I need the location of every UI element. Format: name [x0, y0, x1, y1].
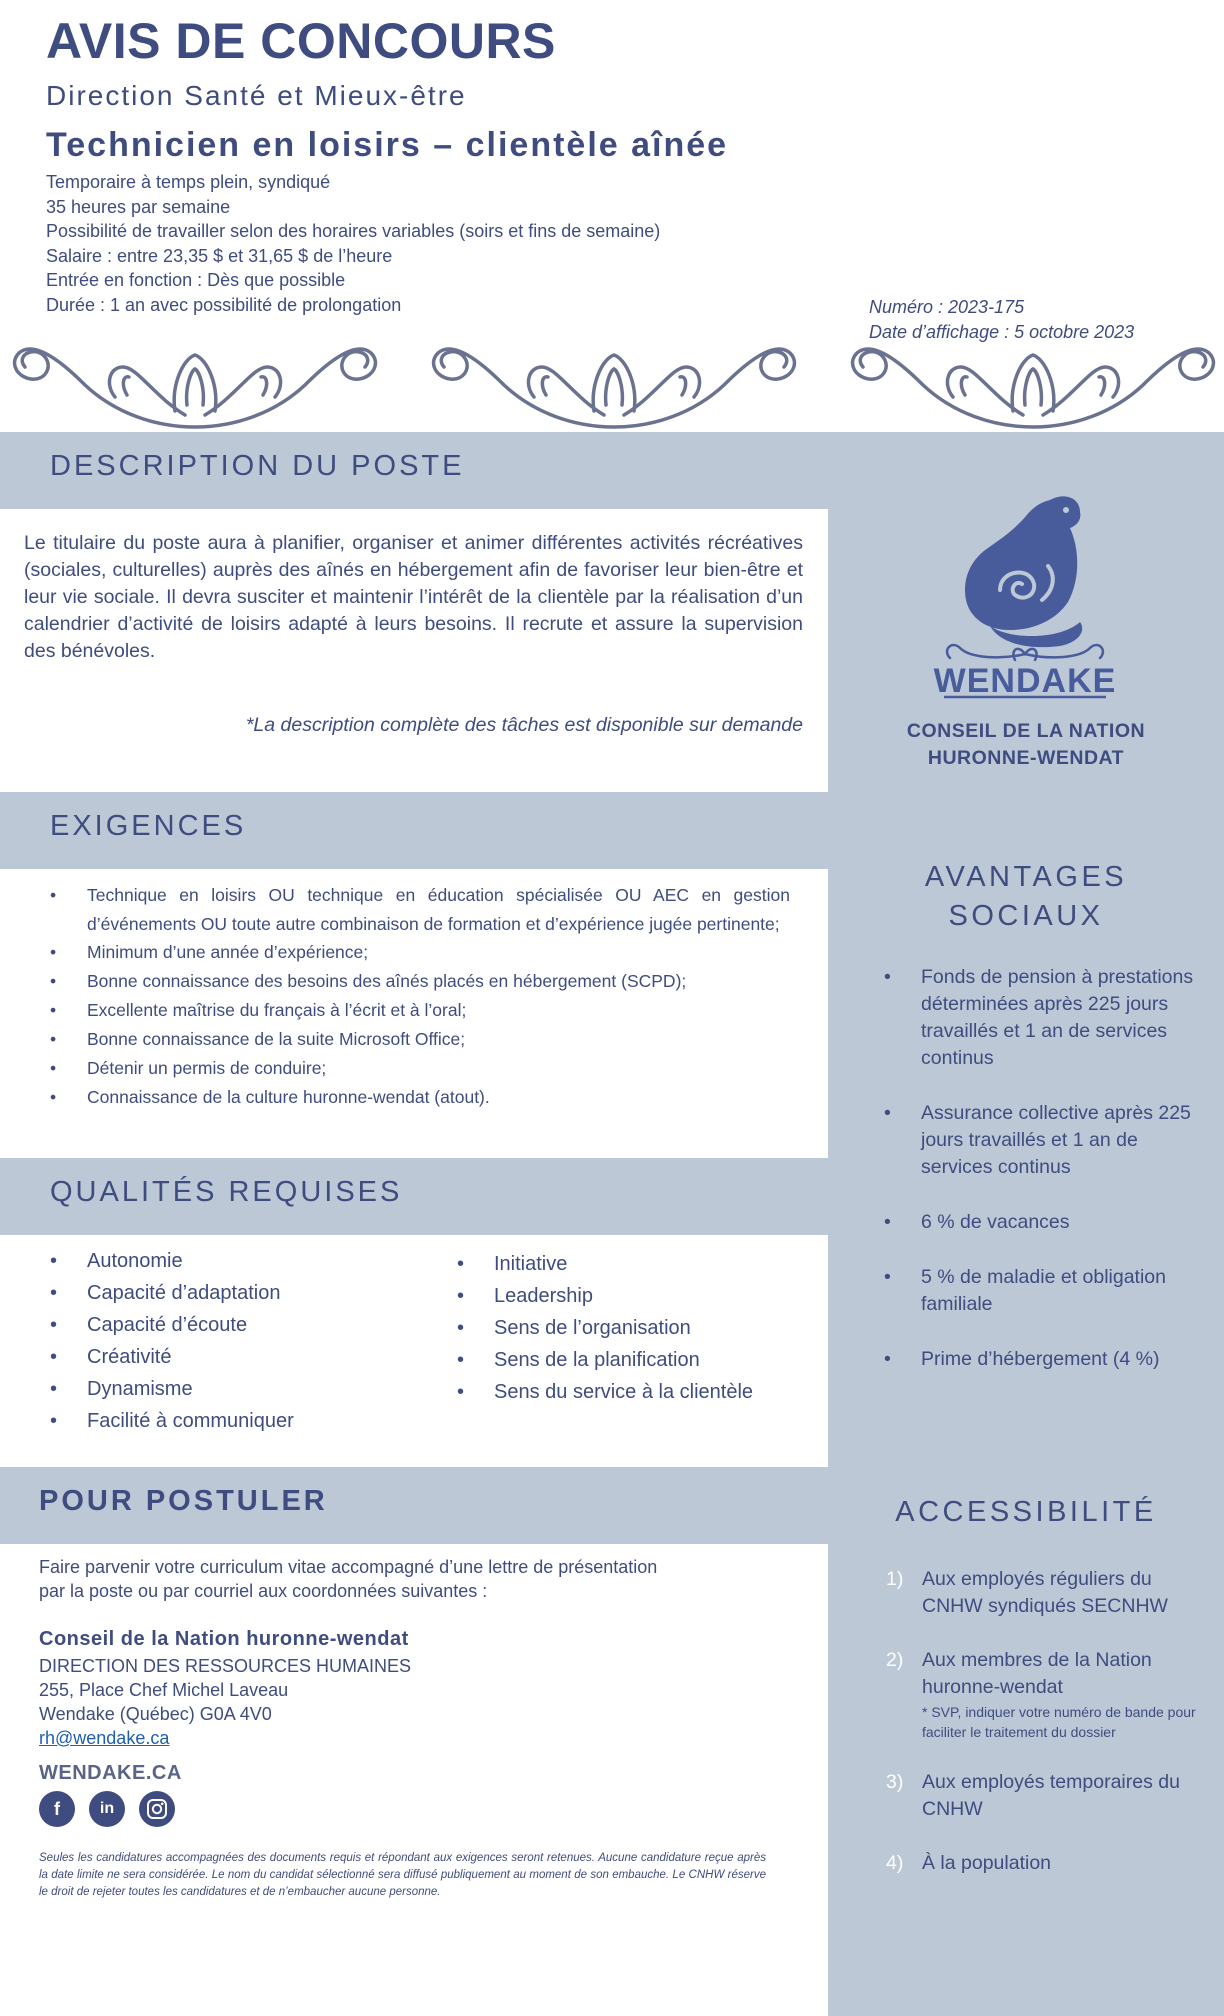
list-item: • Prime d’hébergement (4 %)	[884, 1346, 1194, 1373]
website-label: WENDAKE.CA	[39, 1762, 182, 1784]
list-item: • Créativité	[50, 1341, 410, 1373]
list-item: • Initiative	[457, 1248, 817, 1280]
list-item: • Excellente maîtrise du français à l’écrit et à l’oral;	[50, 996, 790, 1025]
section-header-exigences	[0, 792, 828, 869]
section-title: EXIGENCES	[50, 810, 247, 842]
item-number: 2)	[886, 1649, 904, 1671]
section-header-postuler	[0, 1467, 828, 1544]
list-item: • Bonne connaissance des besoins des aînés placés en hébergement (SCPD);	[50, 967, 790, 996]
benefits-list	[884, 964, 1194, 1401]
heading-line: SOCIAUX	[948, 900, 1104, 932]
qualites-list-left	[50, 1245, 410, 1437]
list-item	[886, 1850, 1196, 1877]
list-item	[886, 1566, 1196, 1620]
detail-line: 35 heures par semaine	[46, 196, 231, 217]
item-text: À la population	[922, 1852, 1052, 1874]
list-item: • Sens du service à la clientèle	[457, 1376, 817, 1408]
instagram-glyph	[146, 1798, 168, 1820]
organization-name: Conseil de la Nation huronne-wendat	[39, 1628, 409, 1650]
wendake-logo	[930, 480, 1120, 700]
item-text: Aux employés réguliers du CNHW syndiqués SECNHW	[922, 1568, 1168, 1617]
list-item: • Fonds de pension à prestations déterminées après 225 jours travaillés et 1 an de services continus	[884, 964, 1194, 1072]
detail-line: Salaire : entre 23,35 $ et 31,65 $ de l’heure	[46, 245, 393, 266]
linkedin-icon[interactable]: in	[89, 1791, 125, 1827]
list-item: • Minimum d’une année d’expérience;	[50, 938, 790, 967]
item-text: Aux employés temporaires du CNHW	[922, 1771, 1180, 1820]
section-title: POUR POSTULER	[39, 1485, 328, 1517]
item-note: * SVP, indiquer votre numéro de bande pour faciliter le traitement du dossier	[922, 1704, 1196, 1740]
fine-print: Seules les candidatures accompagnées des documents requis et répondant aux exigences seront retenues. Aucune candidature reçue après la date limite ne sera considérée. Le nom du candidat sélectionné sera diffusé publiquement au moment de son embauche. Le CNHW réserve le droit de rejeter toutes les candidatures et de n’embaucher aucune personne.	[39, 1852, 766, 1898]
item-number: 3)	[886, 1771, 904, 1793]
list-item	[886, 1647, 1196, 1742]
section-header-description	[0, 432, 828, 509]
list-item	[886, 1769, 1196, 1823]
list-item: • Technique en loisirs OU technique en éducation spécialisée OU AEC en gestion d’événements OU toute autre combinaison de formation et d’expérience jugée pertinente;	[50, 881, 790, 938]
council-line: CONSEIL DE LA NATION	[906, 720, 1146, 742]
list-item: • Sens de l’organisation	[457, 1312, 817, 1344]
item-number: 1)	[886, 1568, 904, 1590]
posting-number: Numéro : 2023-175	[869, 297, 1025, 317]
list-item: • Connaissance de la culture huronne-wendat (atout).	[50, 1083, 790, 1112]
list-item: • 6 % de vacances	[884, 1209, 1194, 1236]
ornament-divider	[0, 345, 1224, 435]
header	[0, 0, 1224, 345]
facebook-icon[interactable]: f	[39, 1791, 75, 1827]
list-item: • 5 % de maladie et obligation familiale	[884, 1264, 1194, 1318]
address-line: DIRECTION DES RESSOURCES HUMAINES	[39, 1656, 412, 1676]
page-title: AVIS DE CONCOURS	[46, 13, 556, 69]
department-subtitle: Direction Santé et Mieux-être	[46, 80, 467, 111]
mailing-address	[39, 1654, 411, 1726]
instagram-icon[interactable]	[139, 1791, 175, 1827]
exigences-list	[50, 881, 790, 1112]
social-links	[39, 1791, 175, 1827]
heading-line: AVANTAGES	[924, 861, 1128, 893]
council-name	[828, 718, 1224, 772]
job-details	[46, 170, 660, 317]
section-title: DESCRIPTION DU POSTE	[50, 450, 465, 482]
posting-date: Date d’affichage : 5 octobre 2023	[869, 322, 1135, 342]
detail-line: Entrée en fonction : Dès que possible	[46, 270, 346, 290]
address-line: 255, Place Chef Michel Laveau	[39, 1680, 289, 1700]
list-item: • Dynamisme	[50, 1373, 410, 1405]
address-line: Wendake (Québec) G0A 4V0	[39, 1704, 272, 1724]
detail-line: Durée : 1 an avec possibilité de prolongation	[46, 294, 402, 315]
posting-meta	[869, 295, 1134, 345]
description-text: Le titulaire du poste aura à planifier, organiser et animer différentes activités récréatives (sociales, culturelles) auprès des aînés en hébergement afin de favoriser leur bien-être et leur vie sociale. Il devra susciter et maintenir l’intérêt de la clientèle par la réalisation d’un calendrier d’activité de loisirs adapté à leurs besoins. Il recrute et assure la supervision des bénévoles.	[24, 532, 803, 662]
apply-instructions: Faire parvenir votre curriculum vitae accompagné d’une lettre de présentation par la poste ou par courriel aux coordonnées suivantes :	[39, 1557, 658, 1601]
item-text: Aux membres de la Nation huronne-wendat	[922, 1649, 1152, 1698]
item-number: 4)	[886, 1852, 904, 1874]
qualites-list-right	[457, 1248, 817, 1408]
list-item: • Facilité à communiquer	[50, 1405, 410, 1437]
description-note: *La description complète des tâches est disponible sur demande	[245, 714, 803, 736]
accessibility-heading: ACCESSIBILITÉ	[895, 1496, 1157, 1528]
logo-wordmark: WENDAKE	[933, 662, 1117, 700]
section-title: QUALITÉS REQUISES	[50, 1176, 403, 1208]
benefits-heading	[828, 858, 1224, 936]
list-item: • Détenir un permis de conduire;	[50, 1054, 790, 1083]
section-header-qualites	[0, 1158, 828, 1235]
list-item: • Assurance collective après 225 jours travaillés et 1 an de services continus	[884, 1100, 1194, 1181]
list-item: • Autonomie	[50, 1245, 410, 1277]
council-line: HURONNE-WENDAT	[927, 747, 1125, 769]
list-item: • Leadership	[457, 1280, 817, 1312]
detail-line: Possibilité de travailler selon des horaires variables (soirs et fins de semaine)	[46, 221, 661, 241]
job-title: Technicien en loisirs – clientèle aînée	[46, 126, 729, 164]
detail-line: Temporaire à temps plein, syndiqué	[46, 172, 331, 192]
list-item: • Sens de la planification	[457, 1344, 817, 1376]
list-item: • Capacité d’écoute	[50, 1309, 410, 1341]
accessibility-list	[886, 1566, 1196, 1904]
list-item: • Bonne connaissance de la suite Microsoft Office;	[50, 1025, 790, 1054]
email-link[interactable]: rh@wendake.ca	[39, 1728, 170, 1748]
list-item: • Capacité d’adaptation	[50, 1277, 410, 1309]
